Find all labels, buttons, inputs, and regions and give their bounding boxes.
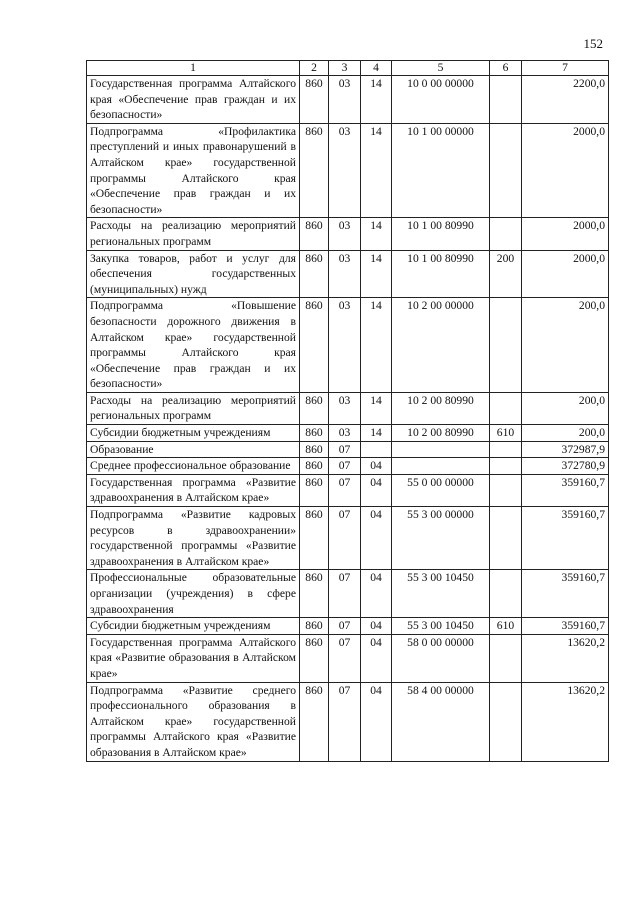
row-subsection: 04 [361, 507, 392, 570]
row-amount: 359160,7 [522, 618, 609, 635]
row-name: Среднее профессиональное образование [87, 458, 300, 475]
col-header-4: 4 [361, 61, 392, 76]
row-target-article: 58 4 00 00000 [392, 682, 490, 761]
row-target-article: 58 0 00 00000 [392, 634, 490, 682]
row-name: Подпрограмма «Повышение безопасности дорожного движения в Алтайском крае» государственной программы Алтайского края «Обеспечение прав граждан и их безопасности» [87, 298, 300, 393]
row-expense-type [490, 458, 522, 475]
row-section: 07 [329, 618, 361, 635]
table-header [87, 61, 609, 76]
row-amount: 2000,0 [522, 123, 609, 218]
table-row [87, 76, 609, 124]
header-row [87, 61, 609, 76]
row-section: 07 [329, 682, 361, 761]
row-amount: 200,0 [522, 298, 609, 393]
row-expense-type [490, 682, 522, 761]
col-header-7: 7 [522, 61, 609, 76]
row-amount: 2200,0 [522, 76, 609, 124]
row-name: Расходы на реализацию мероприятий региональных программ [87, 392, 300, 424]
row-subsection: 04 [361, 458, 392, 475]
row-admin-code: 860 [300, 474, 329, 506]
row-amount: 359160,7 [522, 474, 609, 506]
row-amount: 372780,9 [522, 458, 609, 475]
row-subsection: 04 [361, 634, 392, 682]
row-amount: 200,0 [522, 425, 609, 442]
row-subsection: 14 [361, 123, 392, 218]
row-expense-type [490, 123, 522, 218]
row-target-article: 10 0 00 00000 [392, 76, 490, 124]
table-row [87, 474, 609, 506]
table-body [87, 76, 609, 762]
row-target-article [392, 441, 490, 458]
row-name: Расходы на реализацию мероприятий региональных программ [87, 218, 300, 250]
row-name: Государственная программа Алтайского края «Обеспечение прав граждан и их безопасности» [87, 76, 300, 124]
row-amount: 372987,9 [522, 441, 609, 458]
table-row [87, 218, 609, 250]
row-admin-code: 860 [300, 618, 329, 635]
row-target-article: 10 2 00 00000 [392, 298, 490, 393]
table-row [87, 123, 609, 218]
table-row [87, 507, 609, 570]
row-target-article: 10 1 00 80990 [392, 218, 490, 250]
row-name: Субсидии бюджетным учреждениям [87, 425, 300, 442]
row-admin-code: 860 [300, 634, 329, 682]
row-target-article: 55 3 00 00000 [392, 507, 490, 570]
table-row [87, 570, 609, 618]
row-name: Подпрограмма «Профилактика преступлений и иных правонарушений в Алтайском крае» государственной программы Алтайского края «Обеспечение прав граждан и их безопасности» [87, 123, 300, 218]
row-section: 03 [329, 76, 361, 124]
row-target-article: 55 3 00 10450 [392, 570, 490, 618]
row-admin-code: 860 [300, 570, 329, 618]
row-amount: 2000,0 [522, 218, 609, 250]
row-expense-type [490, 392, 522, 424]
row-amount: 13620,2 [522, 634, 609, 682]
row-section: 07 [329, 507, 361, 570]
row-section: 07 [329, 458, 361, 475]
table-row [87, 298, 609, 393]
row-expense-type: 610 [490, 425, 522, 442]
col-header-2: 2 [300, 61, 329, 76]
row-admin-code: 860 [300, 218, 329, 250]
row-expense-type [490, 298, 522, 393]
table-row [87, 392, 609, 424]
row-amount: 359160,7 [522, 570, 609, 618]
row-section: 07 [329, 441, 361, 458]
row-subsection: 14 [361, 218, 392, 250]
table-row [87, 250, 609, 298]
table-row [87, 634, 609, 682]
table-row [87, 425, 609, 442]
row-section: 07 [329, 634, 361, 682]
row-name: Государственная программа Алтайского края «Развитие образования в Алтайском крае» [87, 634, 300, 682]
table-row [87, 618, 609, 635]
row-target-article: 55 3 00 10450 [392, 618, 490, 635]
row-expense-type [490, 76, 522, 124]
col-header-5: 5 [392, 61, 490, 76]
row-amount: 2000,0 [522, 250, 609, 298]
row-name: Подпрограмма «Развитие среднего профессионального образования в Алтайском крае» государственной программы Алтайского края «Развитие образования в Алтайском крае» [87, 682, 300, 761]
row-amount: 13620,2 [522, 682, 609, 761]
row-subsection: 04 [361, 682, 392, 761]
row-target-article: 10 2 00 80990 [392, 425, 490, 442]
row-admin-code: 860 [300, 682, 329, 761]
row-amount: 200,0 [522, 392, 609, 424]
row-section: 03 [329, 425, 361, 442]
row-admin-code: 860 [300, 76, 329, 124]
row-name: Субсидии бюджетным учреждениям [87, 618, 300, 635]
row-section: 07 [329, 570, 361, 618]
row-expense-type: 200 [490, 250, 522, 298]
row-target-article: 10 1 00 80990 [392, 250, 490, 298]
row-name: Подпрограмма «Развитие кадровых ресурсов в здравоохранении» государственной программы «Развитие здравоохранения в Алтайском крае» [87, 507, 300, 570]
col-header-1: 1 [87, 61, 300, 76]
row-section: 03 [329, 123, 361, 218]
row-section: 03 [329, 250, 361, 298]
row-name: Профессиональные образовательные организации (учреждения) в сфере здравоохранения [87, 570, 300, 618]
row-subsection: 04 [361, 570, 392, 618]
table-row [87, 458, 609, 475]
row-section: 03 [329, 218, 361, 250]
row-name: Образование [87, 441, 300, 458]
row-expense-type [490, 634, 522, 682]
row-target-article: 10 1 00 00000 [392, 123, 490, 218]
row-expense-type [490, 507, 522, 570]
table-row [87, 682, 609, 761]
row-admin-code: 860 [300, 250, 329, 298]
row-subsection: 14 [361, 298, 392, 393]
row-expense-type [490, 474, 522, 506]
row-subsection: 14 [361, 76, 392, 124]
row-section: 07 [329, 474, 361, 506]
row-name: Государственная программа «Развитие здравоохранения в Алтайском крае» [87, 474, 300, 506]
row-section: 03 [329, 392, 361, 424]
row-admin-code: 860 [300, 425, 329, 442]
row-admin-code: 860 [300, 123, 329, 218]
row-admin-code: 860 [300, 441, 329, 458]
row-target-article [392, 458, 490, 475]
row-subsection: 14 [361, 392, 392, 424]
row-subsection: 14 [361, 250, 392, 298]
row-amount: 359160,7 [522, 507, 609, 570]
row-admin-code: 860 [300, 458, 329, 475]
col-header-6: 6 [490, 61, 522, 76]
row-subsection: 04 [361, 474, 392, 506]
budget-table [86, 60, 609, 762]
row-name: Закупка товаров, работ и услуг для обеспечения государственных (муниципальных) нужд [87, 250, 300, 298]
row-subsection: 14 [361, 425, 392, 442]
row-admin-code: 860 [300, 392, 329, 424]
row-expense-type [490, 218, 522, 250]
row-section: 03 [329, 298, 361, 393]
col-header-3: 3 [329, 61, 361, 76]
row-expense-type [490, 441, 522, 458]
row-expense-type [490, 570, 522, 618]
row-expense-type: 610 [490, 618, 522, 635]
row-subsection [361, 441, 392, 458]
row-subsection: 04 [361, 618, 392, 635]
row-target-article: 10 2 00 80990 [392, 392, 490, 424]
row-admin-code: 860 [300, 507, 329, 570]
table-row [87, 441, 609, 458]
page-number: 152 [583, 36, 603, 51]
row-admin-code: 860 [300, 298, 329, 393]
row-target-article: 55 0 00 00000 [392, 474, 490, 506]
